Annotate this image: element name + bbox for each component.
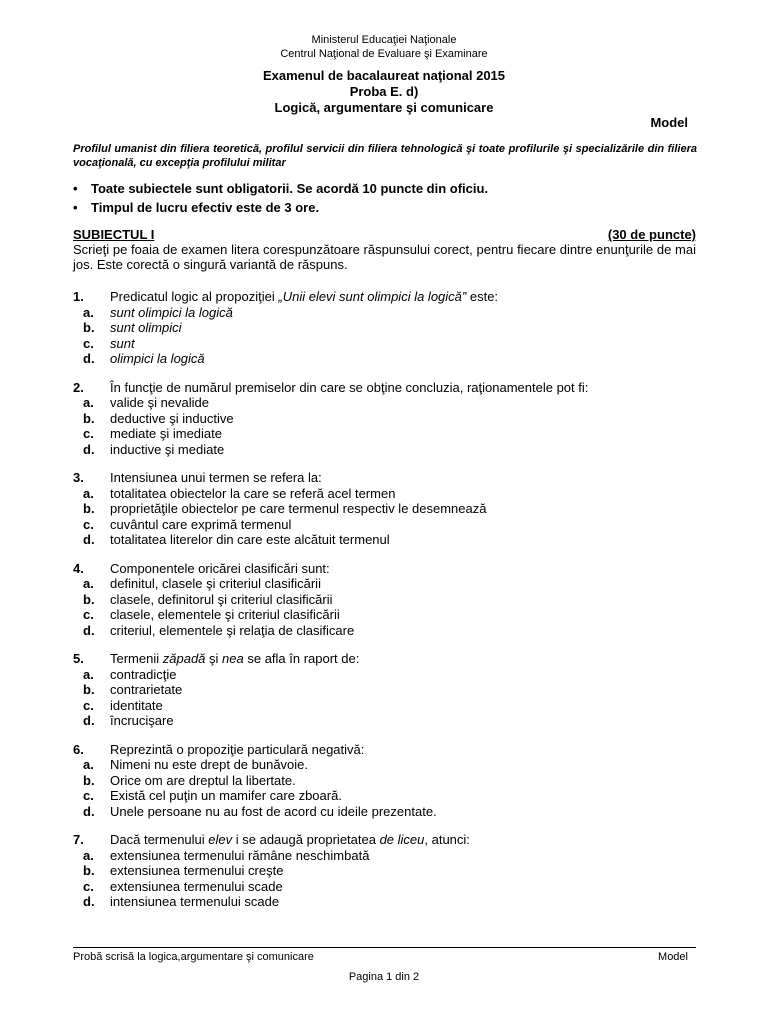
option <box>73 532 696 548</box>
section-heading <box>73 227 696 242</box>
option-text: deductive şi inductive <box>110 410 234 426</box>
option <box>73 848 696 864</box>
question-number: 7. <box>73 832 84 847</box>
option-letter: a. <box>83 666 94 682</box>
option-text: cuvântul care exprimă termenul <box>110 516 292 532</box>
option <box>73 623 696 639</box>
center-name: Centrul Naţional de Evaluare şi Examinare <box>280 48 488 60</box>
option-text: definitul, clasele şi criteriul clasificării <box>110 576 321 591</box>
footer-right-text: Model <box>658 951 688 963</box>
option <box>73 517 696 533</box>
profile-text: Profilul umanist din filiera teoretică, profilul servicii din filiera tehnologică şi toate profilurile şi specializările din filiera vocaţională, cu excepţia profilului militar <box>73 143 697 169</box>
question-4 <box>73 561 696 639</box>
question-text: Termenii zăpadă şi nea se afla în raport de: <box>110 651 360 666</box>
option-text: sunt olimpici <box>110 320 182 335</box>
option-text: extensiunea termenului rămâne neschimbată <box>110 847 370 863</box>
option <box>73 336 696 352</box>
option-text: totalitatea literelor din care este alcătuit termenul <box>110 532 390 547</box>
question-text: Componentele oricărei clasificări sunt: <box>110 560 330 576</box>
option-letter: c. <box>83 516 94 532</box>
exam-title: Examenul de bacalaureat naţional 2015 <box>262 68 506 83</box>
option <box>73 698 696 714</box>
rule-item <box>73 198 697 217</box>
option-letter: c. <box>83 697 94 713</box>
option <box>73 486 696 502</box>
question-number: 3. <box>73 470 84 485</box>
option-text: extensiunea termenului scade <box>110 878 283 894</box>
option-letter: b. <box>83 591 95 607</box>
option-text: clasele, elementele şi criteriul clasificării <box>110 607 340 622</box>
option-letter: a. <box>83 757 94 772</box>
option-letter: d. <box>83 622 95 638</box>
section-points: (30 de puncte) <box>607 227 696 242</box>
option <box>73 879 696 895</box>
option <box>73 773 696 789</box>
option-letter: a. <box>83 304 94 320</box>
option-letter: d. <box>83 803 95 819</box>
option-letter: b. <box>83 682 95 697</box>
question-number: 1. <box>73 289 84 304</box>
option-text: Unele persoane nu au fost de acord cu ideile prezentate. <box>110 803 437 819</box>
rule-text: Timpul de lucru efectiv este de 3 ore. <box>91 200 320 215</box>
question-5 <box>73 651 696 729</box>
option-letter: c. <box>83 788 94 803</box>
option-letter: d. <box>83 351 95 366</box>
option <box>73 395 696 411</box>
option-letter: a. <box>83 847 94 863</box>
option <box>73 667 696 683</box>
section-title: SUBIECTUL I <box>73 227 155 242</box>
bullet-icon: • <box>73 200 78 215</box>
option-text: clasele, definitorul şi criteriul clasificării <box>110 591 333 607</box>
option <box>73 757 696 773</box>
rule-item <box>73 179 697 198</box>
question-number: 2. <box>73 379 84 395</box>
option-letter: c. <box>83 607 94 622</box>
option-text: olimpici la logică <box>110 351 205 366</box>
option-letter: b. <box>83 501 95 516</box>
option-text: contrarietate <box>110 682 183 697</box>
option <box>73 894 696 910</box>
questions-list <box>73 289 696 923</box>
option-text: identitate <box>110 697 163 713</box>
option-letter: a. <box>83 395 94 410</box>
option-letter: a. <box>83 485 94 501</box>
option <box>73 682 696 698</box>
option <box>73 442 696 458</box>
option-letter: b. <box>83 410 95 426</box>
option-letter: d. <box>83 713 95 728</box>
option-text: proprietăţile obiectelor pe care termenul respectiv le desemnează <box>110 501 487 516</box>
option <box>73 592 696 608</box>
question-text: Predicatul logic al propoziţiei „Unii elevi sunt olimpici la logică” este: <box>110 289 499 304</box>
option <box>73 576 696 592</box>
option-letter: c. <box>83 878 94 894</box>
footer-left-text: Probă scrisă la logica,argumentare şi comunicare <box>73 951 314 963</box>
option-text: criteriul, elementele şi relaţia de clasificare <box>110 622 355 638</box>
title-block <box>0 68 768 116</box>
question-number: 5. <box>73 651 84 666</box>
option <box>73 305 696 321</box>
question-3 <box>73 470 696 548</box>
option-text: Orice om are dreptul la libertate. <box>110 772 296 788</box>
rules-list <box>73 179 697 217</box>
section-instructions: Scrieţi pe foaia de examen litera corespunzătoare răspunsului corect, pentru fiecare dintre enunţurile de mai jos. Este corectă o singură variantă de răspuns. <box>73 242 696 272</box>
question-1 <box>73 289 696 367</box>
question-text: Reprezintă o propoziţie particulară negativă: <box>110 741 365 757</box>
option-letter: a. <box>83 576 94 591</box>
option-text: inductive şi mediate <box>110 441 225 457</box>
page-number: Pagina 1 din 2 <box>348 971 420 983</box>
option <box>73 607 696 623</box>
ministry-name: Ministerul Educaţiei Naţionale <box>311 34 457 46</box>
option-letter: b. <box>83 772 95 788</box>
option <box>73 804 696 820</box>
option-text: extensiunea termenului creşte <box>110 863 284 878</box>
option-letter: d. <box>83 532 95 547</box>
option-text: Există cel puţin un mamifer care zboară. <box>110 788 342 803</box>
option-text: mediate şi imediate <box>110 426 222 441</box>
option <box>73 411 696 427</box>
option-text: intensiunea termenului scade <box>110 894 280 909</box>
option-letter: d. <box>83 894 95 909</box>
option-letter: b. <box>83 320 95 335</box>
option <box>73 426 696 442</box>
subject-title: Logică, argumentare şi comunicare <box>274 100 494 115</box>
option-text: totalitatea obiectelor la care se referă acel termen <box>110 485 396 501</box>
option-text: Nimeni nu este drept de bunăvoie. <box>110 757 309 772</box>
option-text: valide şi nevalide <box>110 395 210 410</box>
option-letter: c. <box>83 426 94 441</box>
question-7 <box>73 832 696 910</box>
option <box>73 863 696 879</box>
option-text: sunt olimpici la logică <box>110 304 233 320</box>
question-text: Dacă termenului elev i se adaugă proprietatea de liceu, atunci: <box>110 832 470 847</box>
question-6 <box>73 742 696 820</box>
option <box>73 351 696 367</box>
option <box>73 788 696 804</box>
option-letter: b. <box>83 863 95 878</box>
rule-text: Toate subiectele sunt obligatorii. Se acordă 10 puncte din oficiu. <box>91 181 489 196</box>
question-text: În funcţie de numărul premiselor din care se obţine concluzia, raţionamentele pot fi: <box>110 379 589 395</box>
option-text: încrucişare <box>110 713 174 728</box>
model-label: Model <box>650 115 688 130</box>
option-letter: c. <box>83 335 94 351</box>
proba-title: Proba E. d) <box>349 84 419 99</box>
option <box>73 713 696 729</box>
option-letter: d. <box>83 441 95 457</box>
question-number: 6. <box>73 741 84 757</box>
question-2 <box>73 380 696 458</box>
question-text: Intensiunea unui termen se refera la: <box>110 470 322 485</box>
document-header <box>0 33 768 61</box>
footer-divider <box>73 947 696 948</box>
bullet-icon: • <box>73 181 78 196</box>
option <box>73 501 696 517</box>
option <box>73 320 696 336</box>
option-text: contradicţie <box>110 666 177 682</box>
question-number: 4. <box>73 560 84 576</box>
option-text: sunt <box>110 335 135 351</box>
